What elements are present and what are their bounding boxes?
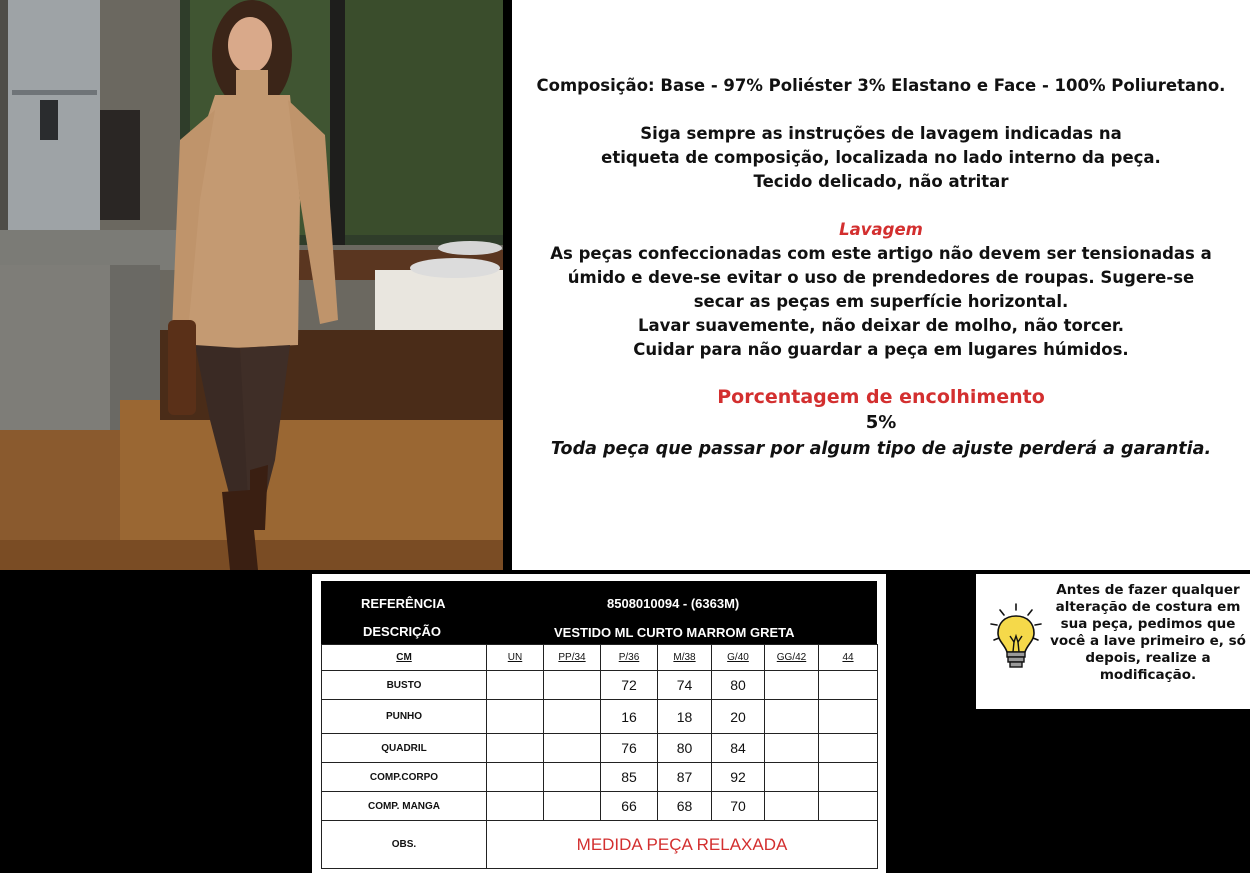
wash-title: Lavagem — [839, 220, 923, 239]
table-cell: 87 — [658, 763, 712, 792]
size-header-row — [322, 645, 878, 671]
shrinkage-section — [512, 384, 1250, 462]
warranty-note: Toda peça que passar por algum tipo de ajuste perderá a garantia. — [550, 439, 1212, 459]
wash-line: Lavar suavemente, não deixar de molho, não torcer. — [638, 316, 1124, 335]
table-header — [321, 581, 877, 644]
table-cell — [819, 763, 878, 792]
row-label: PUNHO — [322, 700, 487, 734]
table-row — [322, 792, 878, 821]
table-cell — [819, 792, 878, 821]
table-cell — [544, 763, 601, 792]
table-row — [322, 763, 878, 792]
size-table-card — [312, 574, 886, 873]
table-cell — [819, 700, 878, 734]
size-header-cell: P/36 — [601, 645, 658, 671]
table-cell: 76 — [601, 734, 658, 763]
description-label: DESCRIÇÃO — [363, 624, 442, 639]
tip-line: Antes de fazer qualquer — [1056, 582, 1240, 598]
table-cell — [765, 734, 819, 763]
row-label: BUSTO — [322, 671, 487, 700]
table-cell — [765, 792, 819, 821]
care-line: Siga sempre as instruções de lavagem indicadas na — [640, 124, 1122, 143]
table-cell: 72 — [601, 671, 658, 700]
size-header-cell: UN — [487, 645, 544, 671]
wash-line: úmido e deve-se evitar o uso de prendedores de roupas. Sugere-se — [567, 268, 1195, 287]
tip-line: sua peça, pedimos que — [1060, 616, 1236, 632]
table-cell — [544, 700, 601, 734]
table-row — [322, 671, 878, 700]
product-photo-illustration — [0, 0, 503, 570]
table-cell — [487, 700, 544, 734]
table-cell: 16 — [601, 700, 658, 734]
table-cell — [487, 792, 544, 821]
shrinkage-value: 5% — [865, 412, 897, 433]
tip-line: modificação. — [1099, 667, 1197, 683]
size-table — [321, 644, 878, 869]
tip-text — [1048, 582, 1248, 684]
alteration-tip-card — [976, 574, 1250, 709]
size-header-cell: PP/34 — [544, 645, 601, 671]
obs-value: MEDIDA PEÇA RELAXADA — [487, 821, 878, 869]
care-info-panel — [512, 0, 1250, 570]
tip-line: alteração de costura em — [1055, 599, 1241, 615]
size-header-cell: CM — [322, 645, 487, 671]
obs-row — [322, 821, 878, 869]
table-row — [322, 700, 878, 734]
table-cell — [487, 671, 544, 700]
care-line: etiqueta de composição, localizada no lado interno da peça. — [601, 148, 1161, 167]
shrinkage-title: Porcentagem de encolhimento — [717, 386, 1045, 408]
table-cell: 85 — [601, 763, 658, 792]
table-cell: 74 — [658, 671, 712, 700]
size-header-cell: G/40 — [712, 645, 765, 671]
table-row — [322, 734, 878, 763]
wash-line: Cuidar para não guardar a peça em lugares húmidos. — [633, 340, 1129, 359]
row-label: COMP.CORPO — [322, 763, 487, 792]
row-label: QUADRIL — [322, 734, 487, 763]
row-label: COMP. MANGA — [322, 792, 487, 821]
table-cell — [819, 734, 878, 763]
wash-section — [512, 218, 1250, 362]
size-header-cell: M/38 — [658, 645, 712, 671]
wash-line: secar as peças em superfície horizontal. — [693, 292, 1069, 311]
size-header-cell: GG/42 — [765, 645, 819, 671]
care-instructions — [512, 122, 1250, 194]
table-cell: 66 — [601, 792, 658, 821]
table-cell — [765, 671, 819, 700]
table-cell: 20 — [712, 700, 765, 734]
composition-text: Composição: Base - 97% Poliéster 3% Elastano e Face - 100% Poliuretano. — [536, 76, 1226, 95]
table-cell: 84 — [712, 734, 765, 763]
table-cell — [544, 734, 601, 763]
table-cell — [487, 734, 544, 763]
table-cell — [765, 763, 819, 792]
table-cell: 18 — [658, 700, 712, 734]
table-cell — [544, 792, 601, 821]
table-cell: 92 — [712, 763, 765, 792]
reference-value: 8508010094 - (6363M) — [607, 596, 740, 611]
table-cell — [819, 671, 878, 700]
table-cell: 68 — [658, 792, 712, 821]
table-cell — [487, 763, 544, 792]
obs-label: OBS. — [322, 821, 487, 869]
wash-line: As peças confeccionadas com este artigo não devem ser tensionadas a — [550, 244, 1212, 263]
table-cell — [544, 671, 601, 700]
reference-label: REFERÊNCIA — [361, 596, 446, 611]
tip-line: depois, realize a — [1085, 650, 1211, 666]
care-line: Tecido delicado, não atritar — [753, 172, 1009, 191]
composition-section — [512, 74, 1250, 98]
table-cell — [765, 700, 819, 734]
table-cell: 80 — [712, 671, 765, 700]
table-cell: 80 — [658, 734, 712, 763]
size-header-cell: 44 — [819, 645, 878, 671]
lightbulb-icon — [988, 602, 1044, 676]
description-value: VESTIDO ML CURTO MARROM GRETA — [554, 625, 795, 640]
tip-line: você a lave primeiro e, só — [1050, 633, 1246, 649]
table-cell: 70 — [712, 792, 765, 821]
product-photo — [0, 0, 503, 570]
